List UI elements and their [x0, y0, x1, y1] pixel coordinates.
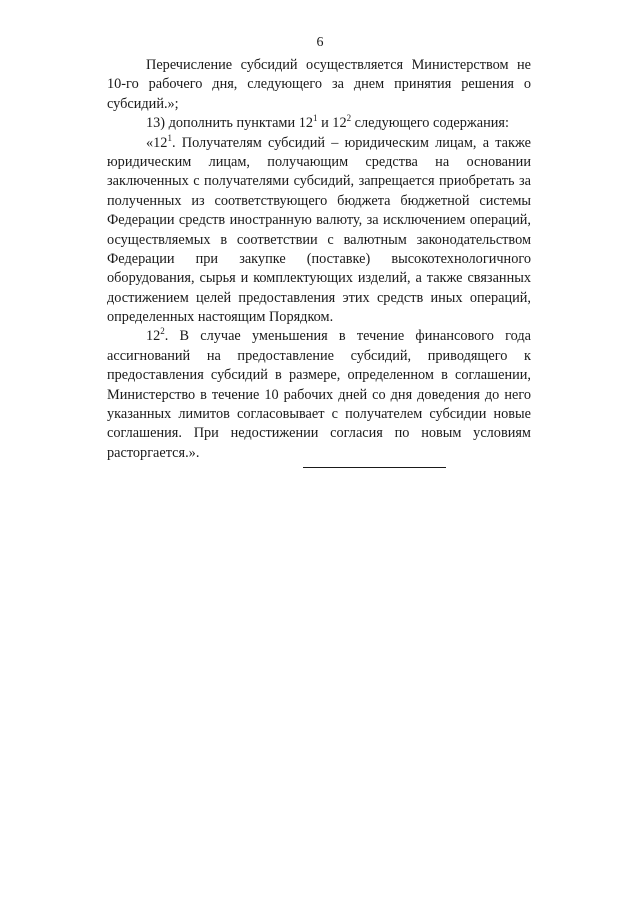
paragraph-transfer-deadline	[107, 56, 531, 114]
text-fragment: . В случае уменьшения в течение финансового года	[164, 328, 531, 345]
text-fragment: и 12	[317, 115, 347, 132]
end-of-text-rule	[303, 467, 446, 468]
paragraph-line: полученных из соответствующего бюджета бюджетной системы	[107, 192, 531, 209]
paragraph-point-12-2	[107, 327, 531, 463]
paragraph-line: достижением целей предоставления этих средств иных операций,	[107, 289, 531, 306]
paragraph-line: определенных настоящим Порядком.	[107, 309, 334, 326]
paragraph-line: Федерации при закупке (поставке) высокотехнологичного	[107, 250, 531, 267]
paragraph-line: заключенных с получателями субсидий, запрещается приобретать за	[107, 173, 531, 190]
paragraph-line: Федерации средств иностранную валюту, за исключением операций,	[107, 212, 531, 229]
superscript: 1	[167, 133, 172, 143]
point-number: «12	[146, 134, 168, 151]
paragraph-line: осуществляемых в соответствии с валютным законодательством	[107, 231, 531, 248]
paragraph-point-12-1	[107, 134, 531, 328]
paragraph-line	[107, 114, 531, 133]
paragraph-line: оборудования, сырья и комплектующих изделий, а также связанных	[107, 270, 531, 287]
paragraph-line: юридическим лицам, получающим средства на основании	[107, 153, 531, 170]
paragraph-line: 10-го рабочего дня, следующего за днем принятия решения о	[107, 76, 531, 93]
text-fragment: 13) дополнить пунктами 12	[146, 115, 313, 132]
paragraph-line: Министерство в течение 10 рабочих дней со дня доведения до него	[107, 386, 531, 403]
paragraph-line: расторгается.».	[107, 444, 200, 461]
paragraph-line	[107, 134, 531, 153]
superscript: 1	[313, 113, 318, 124]
paragraph-line: субсидий.»;	[107, 95, 179, 112]
paragraph-line: указанных лимитов согласовывает с получателем субсидии новые	[107, 406, 531, 423]
superscript: 2	[160, 327, 165, 337]
superscript: 2	[346, 113, 352, 124]
paragraph-line: соглашения. При недостижении согласия по новым условиям	[107, 425, 531, 442]
paragraph-line: предоставления субсидий в размере, определенном в соглашении,	[107, 367, 531, 384]
page-number: 6	[316, 35, 324, 50]
paragraph-line: Перечисление субсидий осуществляется Министерством не	[146, 57, 531, 73]
text-fragment: следующего содержания:	[351, 115, 509, 132]
paragraph-amendment-13	[107, 114, 531, 133]
paragraph-line	[107, 327, 531, 346]
text-fragment: . Получателям субсидий – юридическим лицам, а также	[171, 134, 531, 151]
document-body	[107, 56, 531, 463]
point-number: 12	[146, 328, 161, 345]
paragraph-line: ассигнований на предоставление субсидий, приводящего к	[107, 347, 531, 364]
